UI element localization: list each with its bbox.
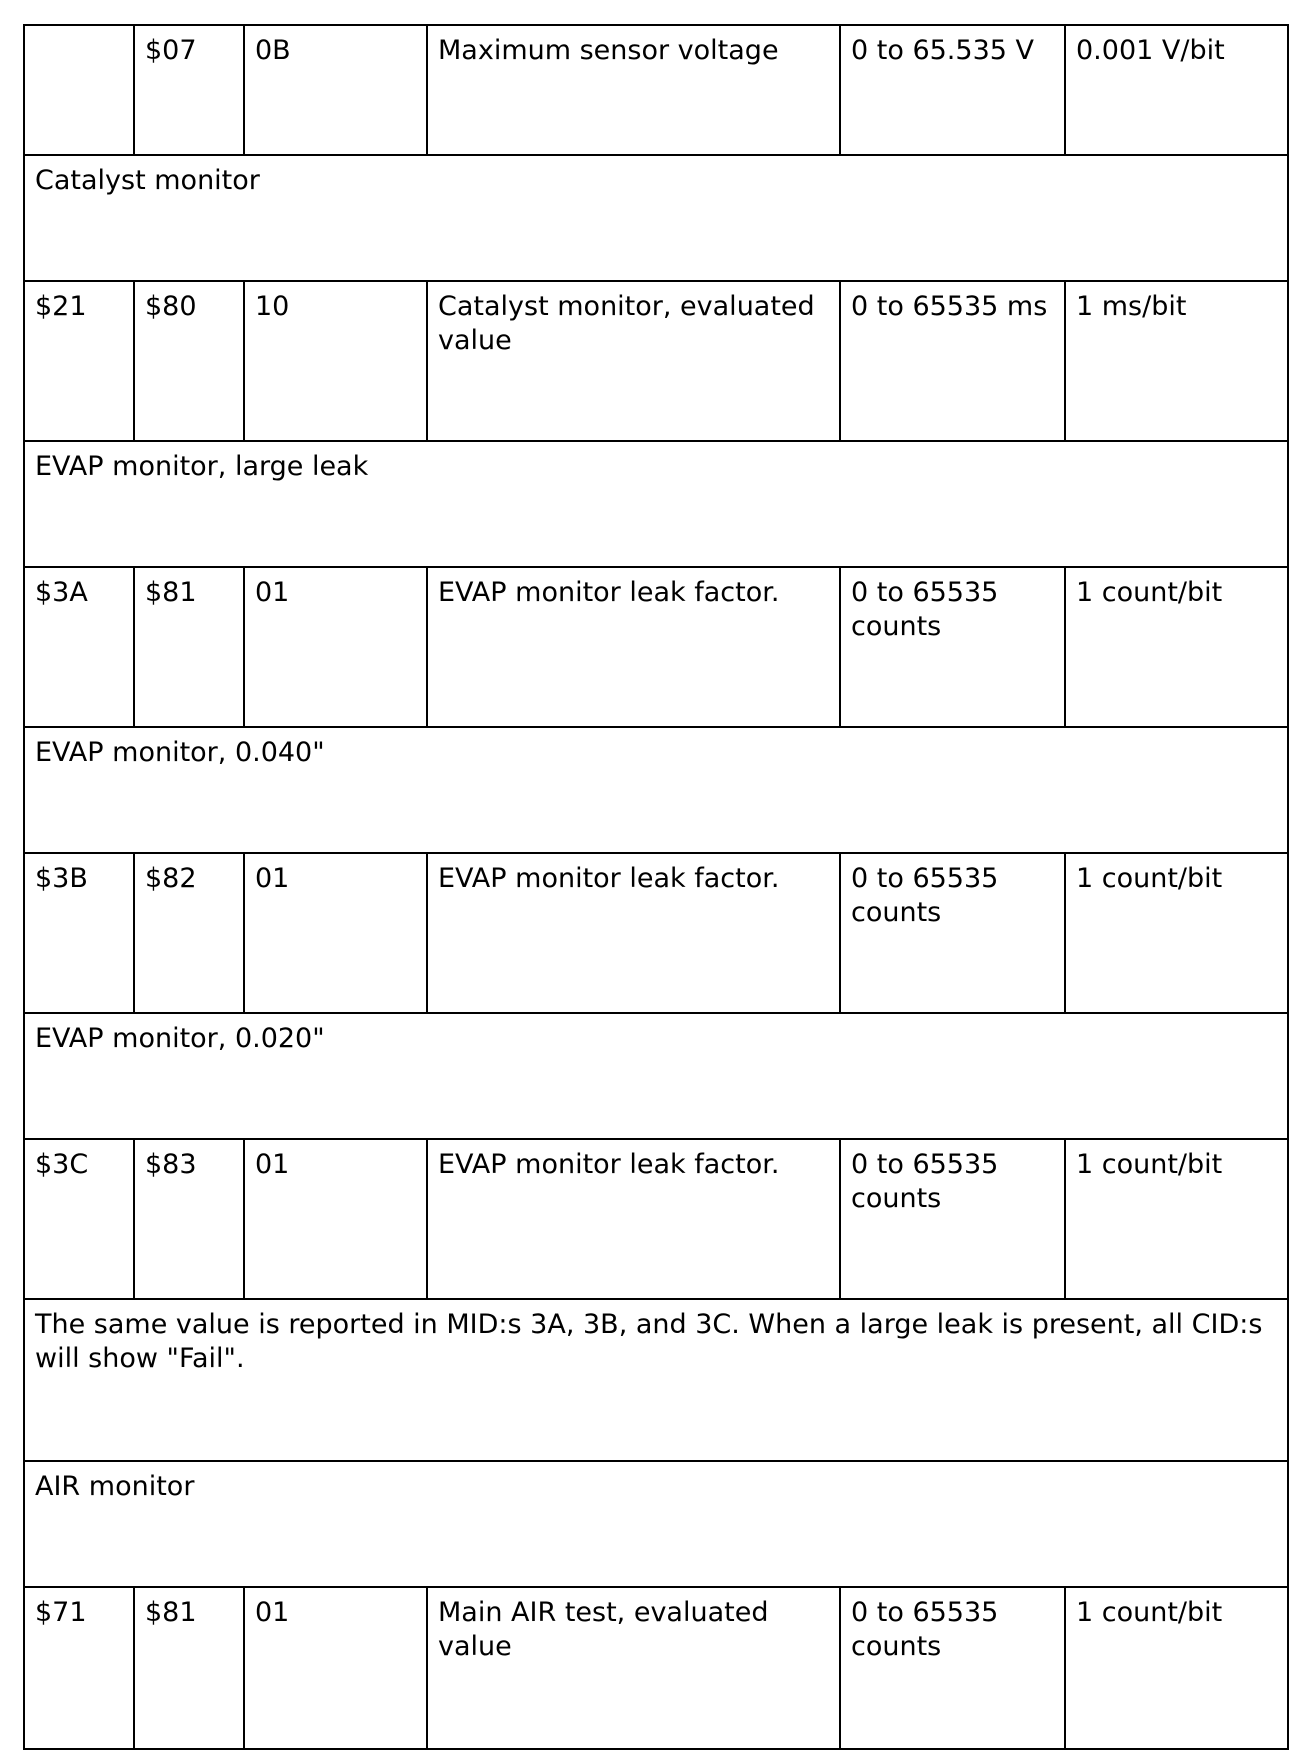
table-cell-tid: $82 (134, 853, 244, 1013)
table-cell-uasid: 01 (244, 1139, 427, 1299)
table-cell-uasid: 01 (244, 1587, 427, 1749)
note-row (24, 1299, 1288, 1461)
table-cell-range: 0 to 65535 counts (840, 1587, 1065, 1749)
table-row (24, 853, 1288, 1013)
table-cell-range: 0 to 65535 counts (840, 567, 1065, 727)
table-cell-description: Catalyst monitor, evaluated value (427, 281, 840, 441)
section-row-evap-0040 (24, 727, 1288, 853)
table-cell-range: 0 to 65.535 V (840, 25, 1065, 155)
note-text: The same value is reported in MID:s 3A, 3B, and 3C. When a large leak is present, all CID:s will show "Fail". (24, 1299, 1288, 1461)
table-cell-mid: $3B (24, 853, 134, 1013)
section-row-catalyst-monitor (24, 155, 1288, 281)
table-cell-description: EVAP monitor leak factor. (427, 853, 840, 1013)
table-cell-description: EVAP monitor leak factor. (427, 1139, 840, 1299)
section-heading: Catalyst monitor (24, 155, 1288, 281)
section-row-evap-0020 (24, 1013, 1288, 1139)
table-row (24, 567, 1288, 727)
obd-monitor-table (23, 24, 1289, 1750)
table-cell-uasid: 01 (244, 567, 427, 727)
table-cell-mid: $3C (24, 1139, 134, 1299)
table-cell-scaling: 0.001 V/bit (1065, 25, 1288, 155)
table-cell-range: 0 to 65535 ms (840, 281, 1065, 441)
table-cell-description: EVAP monitor leak factor. (427, 567, 840, 727)
table-row (24, 1139, 1288, 1299)
table-cell-tid: $07 (134, 25, 244, 155)
table-cell-tid: $80 (134, 281, 244, 441)
table-row (24, 1587, 1288, 1749)
section-row-air-monitor (24, 1461, 1288, 1587)
table-cell-mid: $21 (24, 281, 134, 441)
table-cell-scaling: 1 count/bit (1065, 853, 1288, 1013)
table-cell-range: 0 to 65535 counts (840, 1139, 1065, 1299)
section-heading: AIR monitor (24, 1461, 1288, 1587)
section-row-evap-large-leak (24, 441, 1288, 567)
table-cell-uasid: 01 (244, 853, 427, 1013)
table-cell-mid (24, 25, 134, 155)
table-cell-description: Maximum sensor voltage (427, 25, 840, 155)
section-heading: EVAP monitor, 0.040" (24, 727, 1288, 853)
table-cell-uasid: 0B (244, 25, 427, 155)
table-cell-uasid: 10 (244, 281, 427, 441)
table-cell-scaling: 1 ms/bit (1065, 281, 1288, 441)
table-cell-tid: $81 (134, 1587, 244, 1749)
table-cell-scaling: 1 count/bit (1065, 1139, 1288, 1299)
table-cell-range: 0 to 65535 counts (840, 853, 1065, 1013)
table-cell-scaling: 1 count/bit (1065, 1587, 1288, 1749)
table-cell-description: Main AIR test, evaluated value (427, 1587, 840, 1749)
section-heading: EVAP monitor, large leak (24, 441, 1288, 567)
table-cell-mid: $71 (24, 1587, 134, 1749)
table-row (24, 25, 1288, 155)
section-heading: EVAP monitor, 0.020" (24, 1013, 1288, 1139)
table-cell-tid: $81 (134, 567, 244, 727)
table-cell-mid: $3A (24, 567, 134, 727)
table-cell-tid: $83 (134, 1139, 244, 1299)
table-row (24, 281, 1288, 441)
table-cell-scaling: 1 count/bit (1065, 567, 1288, 727)
